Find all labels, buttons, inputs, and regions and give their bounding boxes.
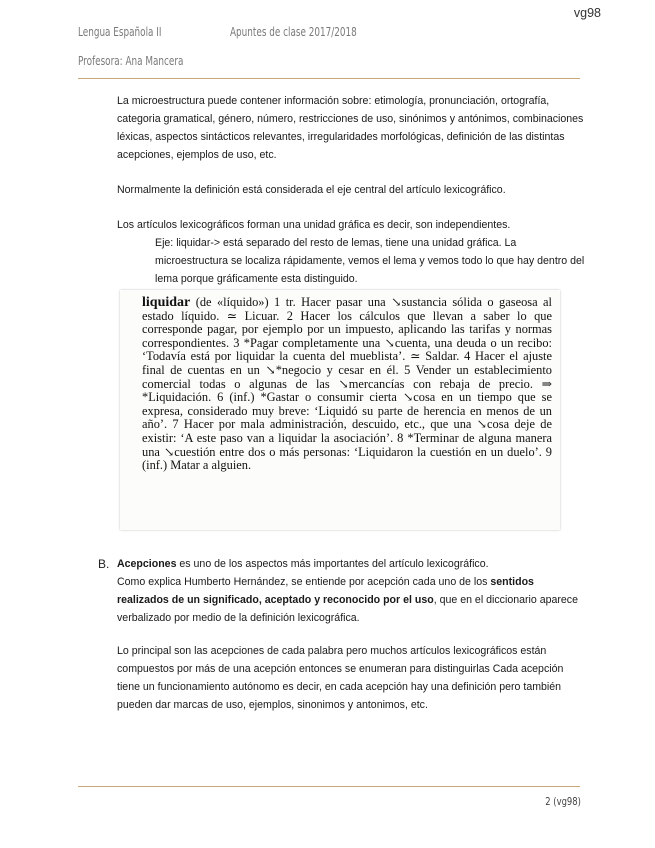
- header-notes: Apuntes de clase 2017/2018: [230, 25, 357, 39]
- header-teacher: Profesora: Ana Mancera: [78, 54, 184, 68]
- paragraph-principal: Lo principal son las acepciones de cada palabra pero muchos artículos lexicográficos están compuestos por más de una acepción entonces se enumeran para distinguirlas Cada acepción tiene un funcionamiento autónomo es decir, en cada acepción hay una definición pero también pueden dar marcas de uso, ejemplos, sinonimos y antonimos, etc.: [117, 645, 564, 711]
- acepciones-line2a: Como explica Humberto Hernández, se entiende por acepción cada uno de los: [117, 576, 491, 588]
- paragraph-definition: Normalmente la definición está considerada el eje central del artículo lexicográfico.: [117, 184, 506, 196]
- footer-rule: [78, 786, 580, 787]
- header-course: Lengua Española II: [78, 25, 162, 39]
- paragraph-graphic-unit: Los artículos lexicográficos forman una unidad gráfica es decir, son independientes.: [117, 219, 511, 231]
- acepciones-definition-bold: sentidos realizados de un significado, aceptado y reconocido por el uso: [117, 576, 534, 606]
- paragraph-acepciones: [117, 555, 587, 627]
- page-number: 2 (vg98): [545, 795, 581, 808]
- paragraph-microstructure: La microestructura puede contener información sobre: etimología, pronunciación, ortografía, categoria gramatical, género, número, restricciones de uso, sinónimos y antónimos, combinaciones léxicas, aspectos sintácticos relevantes, irregularidades morfológicas, definición de las distintas acepciones, ejemplos de uso, etc.: [117, 95, 584, 161]
- document-tag: vg98: [573, 6, 601, 20]
- acepciones-line1: es uno de los aspectos más importantes del artículo lexicográfico.: [176, 558, 489, 570]
- dictionary-headword: liquidar: [142, 295, 191, 310]
- header-rule: [78, 78, 580, 79]
- term-acepciones: Acepciones: [117, 558, 177, 570]
- dictionary-entry-text: (de «líquido») 1 tr. Hacer pasar una ↘sustancia sólida o gaseosa al estado líquido. ≃ Licuar. 2 Hacer los cálculos que llevan a saber lo que corresponde pagar, por ejemplo por un impuesto, aplicando las tarifas y normas correspondientes. 3 *Pagar completamente una ↘cuenta, una deuda o un recibo: ‘Todavía está por liquidar la cuenta del mueblista’. ≃ Saldar. 4 Hacer el ajuste final de cuentas en un ↘*negocio y cesar en él. 5 Vender un establecimiento comercial todas o algunas de las ↘mercancías con rebaja de precio. ⇒ *Liquidación. 6 (inf.) *Gastar o consumir cierta ↘cosa en un tiempo que se expresa, considerado muy breve: ‘Liquidó su parte de herencia en menos de un año’. 7 Hacer por mala administración, descuido, etc., que una ↘cosa deje de existir: ‘A este paso van a liquidar la asociación’. 8 *Terminar de alguna manera una ↘cuestión entre dos o más personas: ‘Liquidaron la cuestión en un duelo’. 9 (inf.) Matar a alguien.: [142, 295, 552, 473]
- paragraph-example: Eje: liquidar-> está separado del resto de lemas, tiene una unidad gráfica. La microestructura se localiza rápidamente, vemos el lema y vemos todo lo que hay dentro del lema porque gráficamente esta distinguido.: [155, 237, 585, 285]
- list-marker-b: B.: [98, 557, 110, 571]
- acepciones-line2c: , que en el diccionario aparece verbalizado por medio de la definición lexicográfica.: [117, 594, 578, 624]
- dictionary-entry-image: [120, 290, 560, 530]
